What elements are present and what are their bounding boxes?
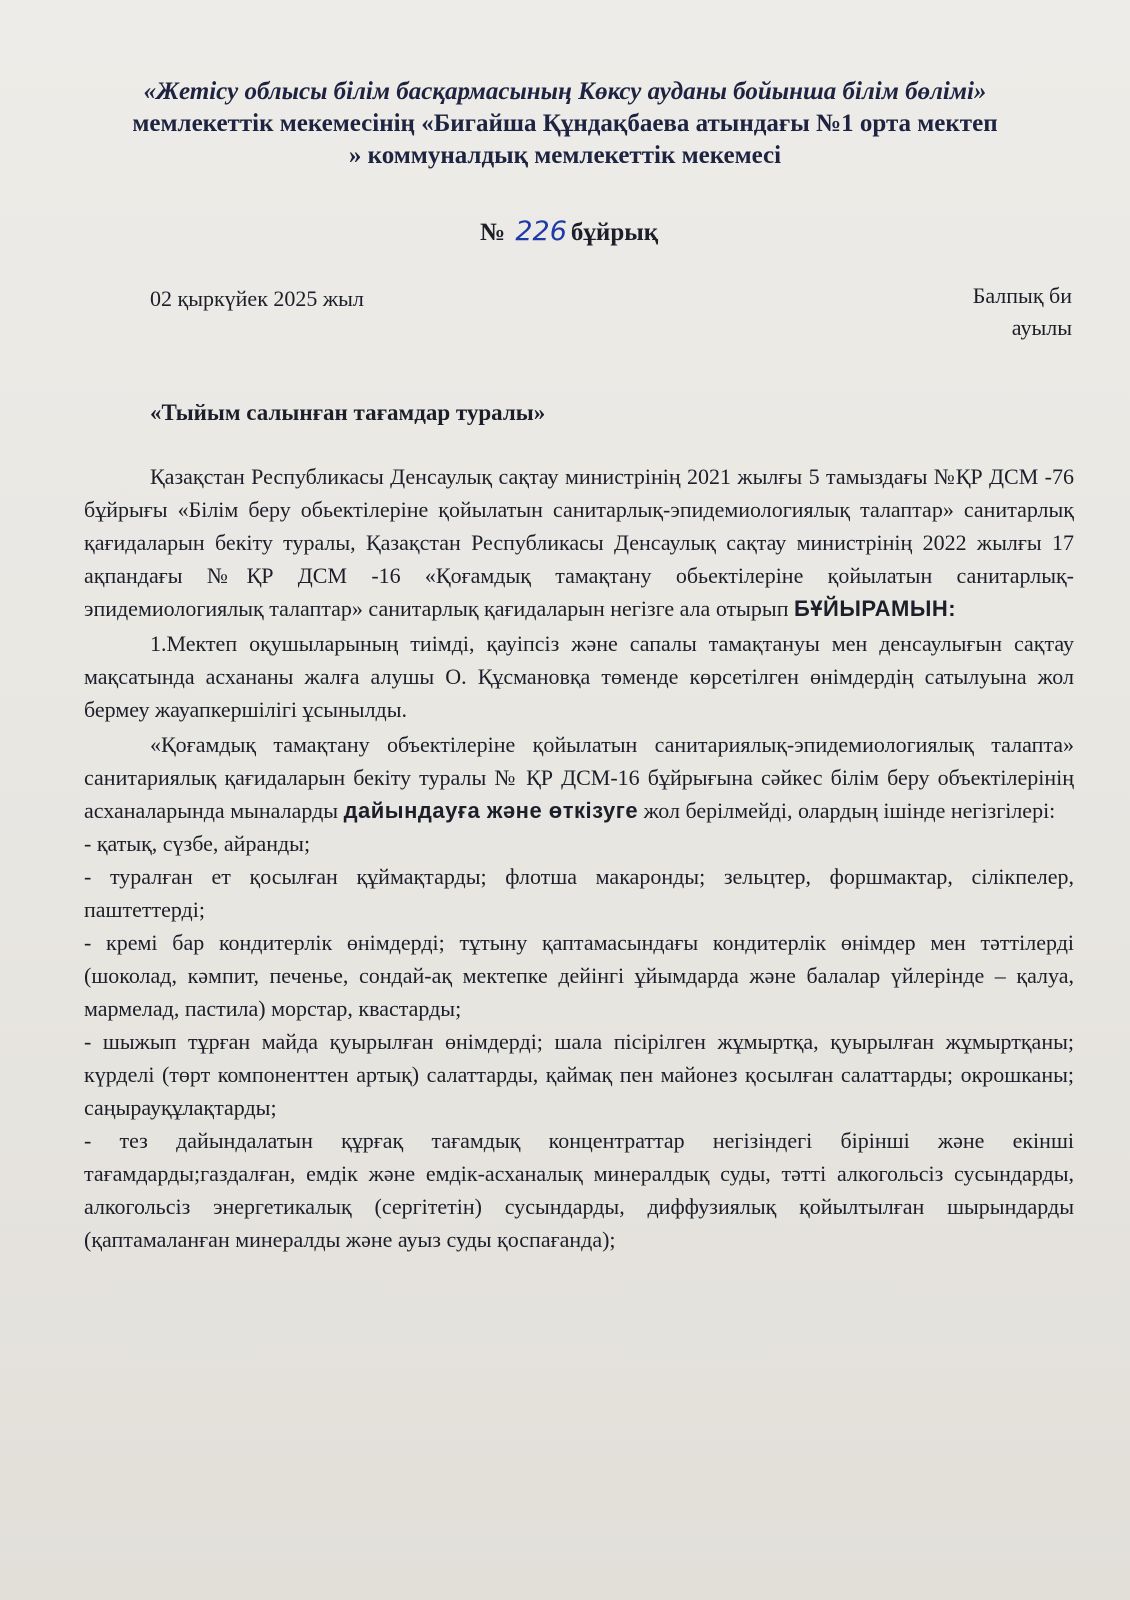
order-number <box>480 216 658 247</box>
list-item: - туралған ет қосылған құймақтарды; флотша макаронды; зельцтер, форшмактар, сілікпелер, паштеттерді; <box>84 864 1074 922</box>
regulation-text-bold: дайындауға және өткізуге <box>343 798 639 823</box>
institution-header <box>40 76 1090 172</box>
place-line-2: ауылы <box>1011 315 1072 340</box>
order-body <box>84 460 1074 1256</box>
list-item: - шыжып тұрған майда қуырылған өнімдерді; шала пісірілген жұмыртқа, қуырылған жұмыртқаны; күрделі (төрт компоненттен артық) салаттарды, қаймақ пен майонез қосылған салаттарды; окрошканы; саңырауқұлақтарды; <box>84 1029 1074 1120</box>
preamble-paragraph <box>84 460 1074 625</box>
order-word: бұйрық <box>570 219 659 246</box>
header-line-3: » коммуналдық мемлекеттік мекемесі <box>348 142 782 169</box>
list-item: - қатық, сүзбе, айранды; <box>84 831 311 856</box>
regulation-paragraph <box>84 728 1074 827</box>
list-item: - тез дайындалатын құрғақ тағамдық концентраттар негізіндегі бірінші және екінші тағамдарды;газдалған, емдік және емдік-асханалық минералдық суды, тәтті алкогольсіз сусындарды, алкогольсіз энергетикалық (сергітетін) сусындарды, диффузиялық қойылтылған шырындарды (қаптамаланған минералды және ауыз суды қоспағанда); <box>84 1128 1074 1252</box>
preamble-text: Қазақстан Республикасы Денсаулық сақтау министрінің 2021 жылғы 5 тамыздағы №ҚР ДСМ -76 бұйрығы «Білім беру обьектілеріне қойылатын санитарлық-эпидемиологиялық талаптар» санитарлық қағидаларын бекіту туралы, Қазақстан Республикасы Денсаулық сақтау министрінің 2022 жылғы 17 ақпандағы №ҚР ДСМ -16 «Қоғамдық тамақтану обьектілеріне қойылатын санитарлық-эпидемиологиялық талаптар» санитарлық қағидаларын негізге ала отырып <box>84 464 1074 621</box>
place-line-1: Балпық би <box>972 283 1072 308</box>
order-number-prefix: № <box>480 219 506 246</box>
regulation-text-a: «Қоғамдық тамақтану объектілеріне қойылатын санитариялық-эпидемиологиялық талапта» санитариялық қағидаларын бекіту туралы № ҚР ДСМ-16 бұйрығына сәйкес білім беру объектілерінің асханаларында мыналарды <box>84 732 1074 823</box>
list-item: - кремі бар кондитерлік өнімдерді; тұтыну қаптамасындағы кондитерлік өнімдер мен тәттілерді (шоколад, кәмпит, печенье, сондай-ақ мектепке дейінгі ұйымдарда және балалар үйлерінде – қалуа, мармелад, пастила) морстар, квастарды; <box>84 930 1074 1021</box>
header-line-1: «Жетісу облысы білім басқармасының Көксу ауданы бойынша білім бөлімі» <box>143 78 987 105</box>
regulation-text-b: жол берілмейді, олардың ішінде негізгілері: <box>638 798 1056 823</box>
order-title: «Тыйым салынған тағамдар туралы» <box>150 400 546 425</box>
order-number-handwritten: 226 <box>515 216 567 247</box>
order-word-bold: БҰЙЫРАМЫН: <box>793 596 957 621</box>
point-1-paragraph: 1.Мектеп оқушыларының тиімді, қауіпсіз және сапалы тамақтануы мен денсаулығын сақтау мақсатында асхананы жалға алушы О. Құсмановқа төменде көрсетілген өнімдердің сатылуына жол бермеу жауапкершілігі ұсынылды. <box>84 631 1074 722</box>
order-place <box>912 280 1072 344</box>
order-date: 02 қыркүйек 2025 жыл <box>150 286 364 311</box>
header-line-2: мемлекеттік мекемесінің «Бигайша Құндақбаева атындағы №1 орта мектеп <box>132 110 998 137</box>
